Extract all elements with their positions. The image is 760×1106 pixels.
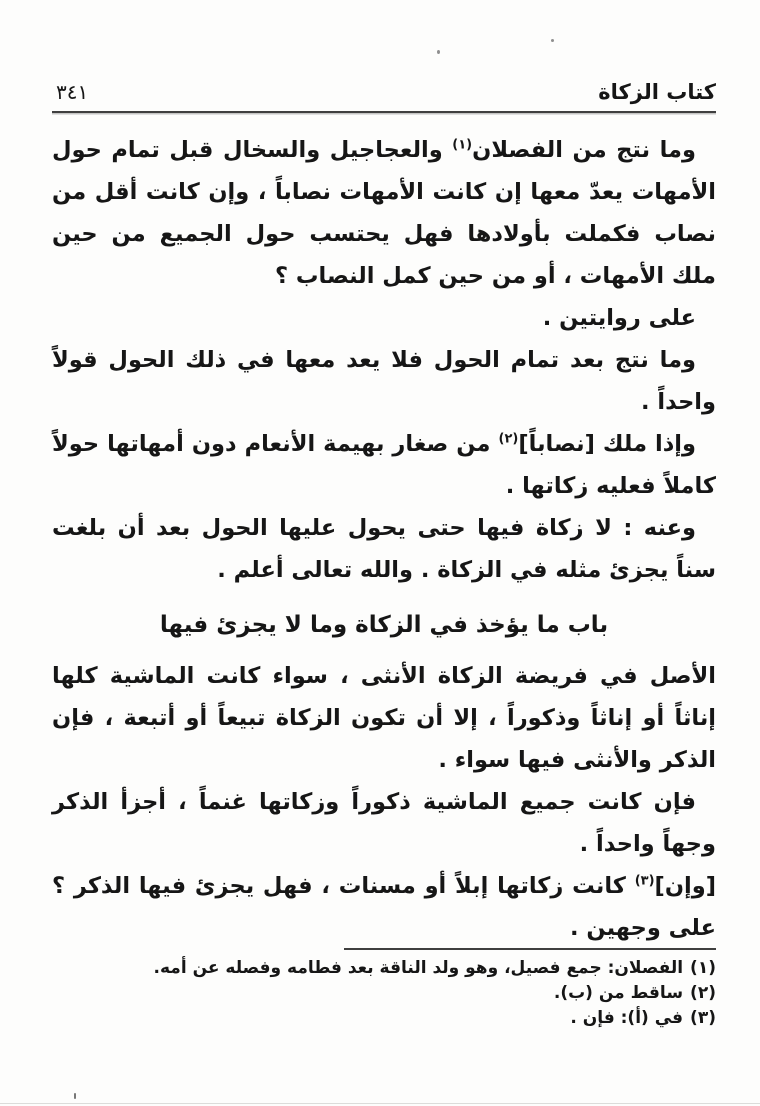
- footnote: [52, 956, 716, 981]
- body-paragraph: فإن كانت جميع الماشية ذكوراً وزكاتها غنماً ، أجزأ الذكر وجهاً واحداً .: [52, 789, 716, 857]
- body-paragraph: الأصل في فريضة الزكاة الأنثى ، سواء كانت الماشية كلها إناثاً أو إناثاً وذكوراً ، إلا أن تكون الزكاة تبيعاً أو أتبعة ، فإن الذكر والأنثى فيها سواء .: [52, 663, 716, 773]
- footnotes-section: [52, 956, 716, 1031]
- footnote-marker: (٣): [690, 1008, 716, 1028]
- page-body: [0, 113, 760, 944]
- body-paragraph: وعنه : لا زكاة فيها حتى يحول عليها الحول بعد أن بلغت سناً يجزئ مثله في الزكاة . والله تعالى أعلم .: [52, 515, 716, 583]
- footnote-separator: [344, 948, 716, 950]
- page-header: [0, 0, 760, 104]
- footnote-marker: (٢): [690, 983, 716, 1003]
- footnote-marker: (١): [690, 958, 716, 978]
- body-paragraph: وما نتج من الفصلان$^{(١)}$ والعجاجيل والسخال قبل تمام حول الأمهات يعدّ معها إن كانت الأمهات نصاباً ، وإن كانت أقل من نصاب فكملت بأولادها فهل يحتسب حول الجميع من حين ملك الأمهات ، أو من حين كمل النصاب ؟: [52, 137, 716, 289]
- scan-speck: [551, 39, 554, 42]
- body-paragraph: [وإن]$^{(٣)}$ كانت زكاتها إبلاً أو مسنات ، فهل يجزئ فيها الذكر ؟ على وجهين .: [52, 873, 716, 941]
- footnote-text: ساقط من (ب).: [553, 983, 684, 1003]
- footnote: [52, 1006, 716, 1031]
- scan-speck: [74, 1093, 76, 1099]
- footer-block: [52, 948, 716, 1031]
- footnote-ref: (٣): [634, 873, 655, 889]
- footnote: [52, 981, 716, 1006]
- footnote-ref: (٢): [498, 431, 519, 447]
- scan-speck: [437, 50, 440, 54]
- book-title: كتاب الزكاة: [598, 80, 716, 104]
- footnote-text: في (أ): فإن .: [570, 1008, 684, 1028]
- page-number: ٣٤١: [56, 80, 89, 104]
- chapter-heading: باب ما يؤخذ في الزكاة وما لا يجزئ فيها: [159, 612, 609, 638]
- body-paragraph: وإذا ملك [نصاباً]$^{(٢)}$ من صغار بهيمة الأنعام دون أمهاتها حولاً كاملاً فعليه زكاتها .: [52, 431, 716, 499]
- footnote-ref: (١): [452, 137, 473, 153]
- page-bottom-edge: [0, 1103, 760, 1104]
- body-paragraph: على روايتين .: [542, 305, 696, 331]
- footnote-text: الفصلان: جمع فصيل، وهو ولد الناقة بعد فطامه وفصله عن أمه.: [153, 958, 684, 978]
- body-paragraph: وما نتج بعد تمام الحول فلا يعد معها في ذلك الحول قولاً واحداً .: [52, 347, 716, 415]
